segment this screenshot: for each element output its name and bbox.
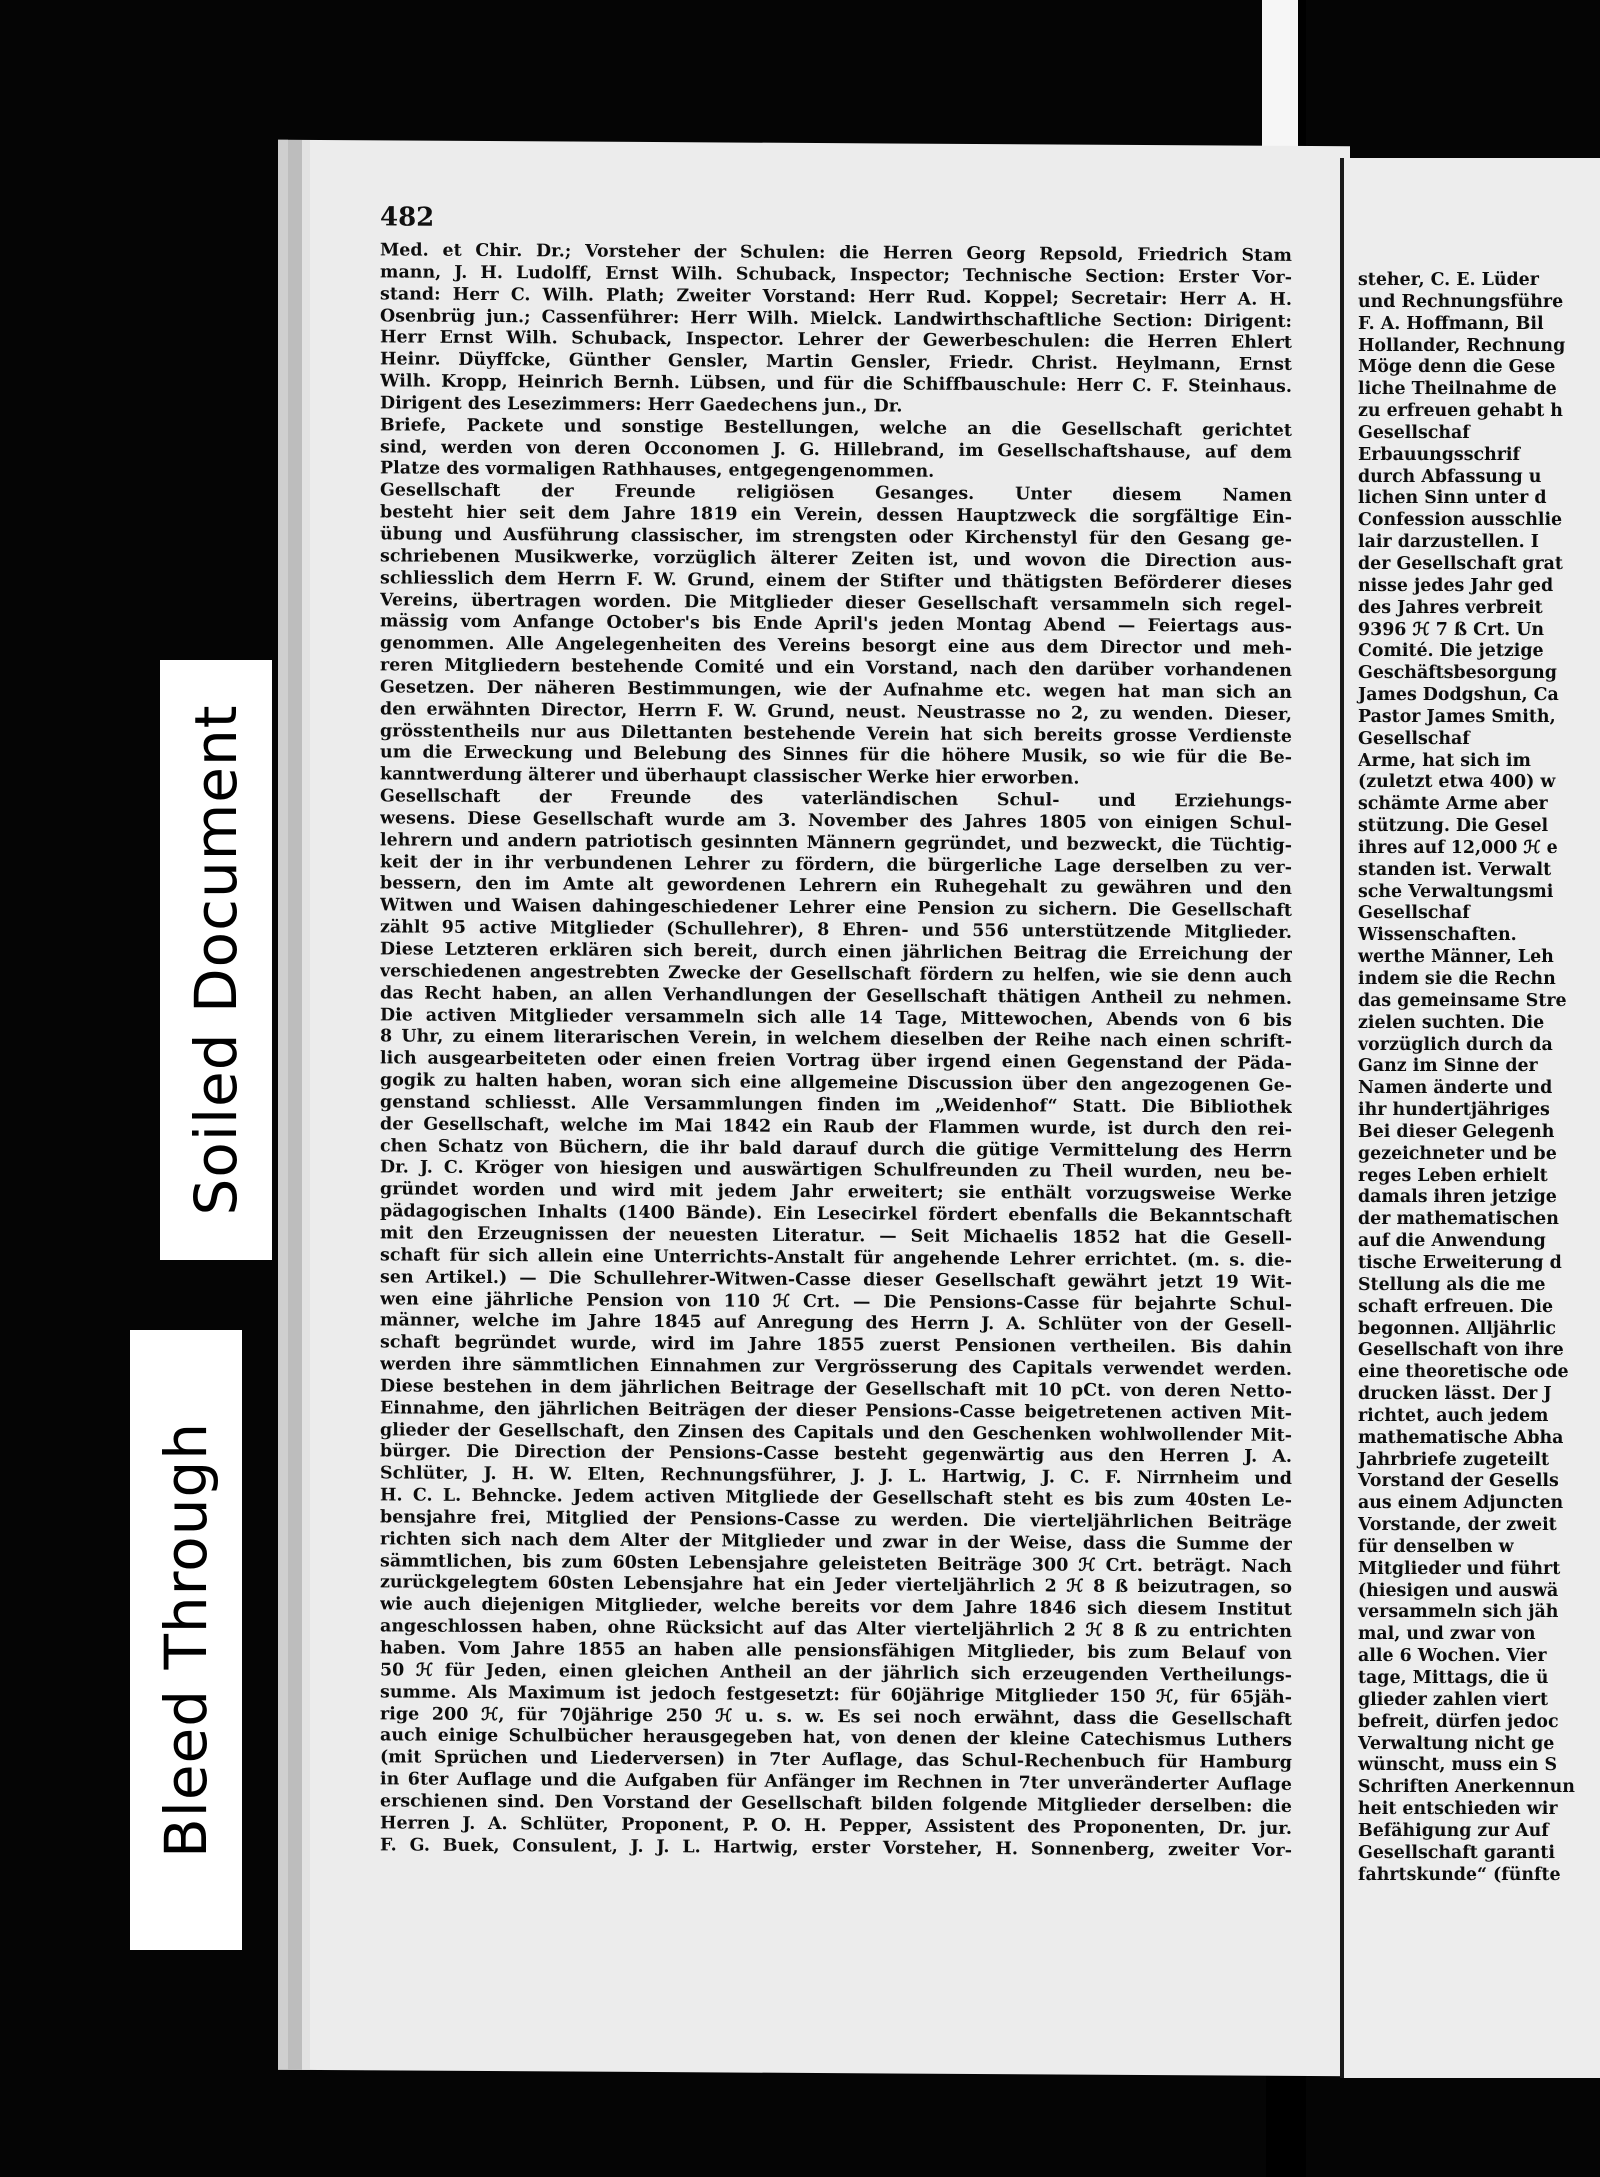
text-line: F. A. Hoffmann, Bil (1358, 313, 1544, 334)
soiled-document-label (160, 660, 272, 1260)
text-line: sämmtlichen, bis zum 60sten Lebensjahre geleisteten Beiträge 300 ℋ Crt. beträgt. Nach (380, 1550, 1292, 1577)
text-line: Pastor James Smith, (1358, 706, 1556, 727)
text-line: Platze des vormaligen Rathhauses, entgegengenommen. (380, 458, 935, 483)
text-line: Mitglieder und führt (1358, 1558, 1561, 1579)
text-line: bürger. Die Direction der Pensions-Casse besteht gegenwärtig aus den Herren J. A. (380, 1441, 1292, 1468)
text-line: zu erfreuen gehabt h (1358, 401, 1563, 422)
text-line: den erwähnten Director, Herrn F. W. Grund, neust. Neustrasse no 2, zu wenden. Dieser, (380, 699, 1292, 725)
text-line: zielen suchten. Die (1358, 1012, 1545, 1033)
text-line: genstand schliesst. Alle Versammlungen finden im „Weidenhof“ Statt. Die Bibliothek (380, 1092, 1292, 1118)
text-line: Befähigung zur Auf (1358, 1820, 1549, 1841)
text-line: drucken lässt. Der J (1358, 1384, 1552, 1405)
text-line: Schlüter, J. H. W. Elten, Rechnungsführer, J. J. L. Hartwig, J. C. F. Nirrnheim und (380, 1463, 1292, 1490)
text-line: Confession ausschlie (1358, 510, 1563, 531)
text-line: richtet, auch jedem (1358, 1405, 1549, 1426)
text-line: sen Artikel.) — Die Schullehrer-Witwen-Casse dieser Gesellschaft gewährt jetzt 19 Wit- (380, 1267, 1292, 1293)
text-line: das gemeinsame Stre (1358, 990, 1567, 1011)
text-line: Heinr. Düyffcke, Günther Gensler, Martin Gensler, Friedr. Christ. Heylmann, Ernst (380, 349, 1292, 376)
text-line: wesens. Diese Gesellschaft wurde am 3. November des Jahres 1805 von einigen Schul- (380, 808, 1292, 834)
text-line: schaft begründet wurde, wird im Jahre 1855 zuerst Pensionen vertheilen. Bis dahin (380, 1332, 1292, 1359)
text-line: zählt 95 active Mitglieder (Schullehrer), 8 Ehren- und 556 unterstützende Mitglieder. (380, 917, 1292, 944)
text-line: Ganz im Sinne der (1358, 1056, 1538, 1077)
text-line: lich ausgearbeiteten oder einen freien Vortrag über irgend einen Gegenstand der Päda- (380, 1048, 1292, 1075)
text-line: damals ihren jetzige (1358, 1187, 1557, 1208)
text-line: richten sich nach dem Alter der Mitglieder und zwar in der Weise, dass die Summe der (380, 1529, 1292, 1555)
right-page-partial (1340, 158, 1600, 2078)
text-line: versammeln sich jäh (1358, 1602, 1559, 1623)
text-line: Gesellschaft der Freunde religiösen Gesanges. Unter diesem Namen (380, 480, 1292, 507)
text-line: Gesellschaf (1358, 422, 1470, 443)
text-line: Briefe, Packete und sonstige Bestellungen, welche an die Gesellschaft gerichtet (380, 415, 1292, 441)
text-line: 9396 ℋ 7 ß Crt. Un (1358, 619, 1545, 640)
text-line: aus einem Adjuncten (1358, 1493, 1564, 1514)
text-line: tische Erweiterung d (1358, 1252, 1562, 1273)
bleed-through-label-text: Bleed Through (152, 1421, 220, 1859)
text-line: Dr. J. C. Kröger von hiesigen und auswärtigen Schulfreunden zu Theil wurden, neu be- (380, 1157, 1292, 1184)
text-line: liche Theilnahme de (1358, 379, 1557, 400)
text-line: schaft für sich allein eine Unterrichts-Anstalt für angehende Lehrer errichtet. (m. s. die- (380, 1245, 1292, 1271)
text-line: übung und Ausführung classischer, im strengsten oder Kirchenstyl für den Gesang ge- (380, 524, 1292, 550)
text-line: lehrern und andern patriotisch gesinnten Männern gegründet, und bezweckt, die Tüchtig- (380, 830, 1292, 856)
text-line: (hiesigen und auswä (1358, 1580, 1559, 1601)
text-line: werthe Männer, Leh (1358, 947, 1554, 968)
text-line: Hollander, Rechnung (1358, 335, 1566, 356)
text-line: eine theoretische ode (1358, 1362, 1569, 1383)
text-line: der mathematischen (1358, 1209, 1559, 1230)
text-line: erschienen sind. Den Vorstand der Gesellschaft bilden folgende Mitglieder derselben: die (380, 1791, 1292, 1817)
text-line: Verwaltung nicht ge (1358, 1733, 1555, 1754)
text-line: 8 Uhr, zu einem literarischen Verein, in welchem dieselben der Reihe nach einen schrift- (380, 1026, 1292, 1053)
text-line: heit entschieden wir (1358, 1799, 1558, 1820)
text-line: Arme, hat sich im (1358, 750, 1531, 771)
text-line: befreit, dürfen jedoc (1358, 1711, 1559, 1732)
text-line: mann, J. H. Ludolff, Ernst Wilh. Schuback, Inspector; Technische Section: Erster Vor- (380, 262, 1292, 288)
text-line: Gesellschaf (1358, 728, 1470, 749)
text-line: auf die Anwendung (1358, 1231, 1546, 1252)
text-line: summe. Als Maximum ist jedoch festgesetzt: für 60jährige Mitglieder 150 ℋ, für 65jäh- (380, 1682, 1292, 1708)
text-line: Gesellschaf (1358, 903, 1470, 924)
text-line: Einnahme, den jährlichen Beiträgen der dieser Pensions-Casse beigetretenen activen Mit- (380, 1398, 1292, 1424)
bleed-through-label (130, 1330, 242, 1950)
text-line: steher, C. E. Lüder (1358, 270, 1539, 290)
text-line: für denselben w (1358, 1536, 1514, 1557)
text-line: ihres auf 12,000 ℋ e (1358, 837, 1558, 858)
text-line: kanntwerdung älterer und überhaupt classischer Werke hier erworben. (380, 764, 1080, 789)
text-line: bensjahre frei, Mitglied der Pensions-Casse zu werden. Die vierteljährlichen Beiträge (380, 1507, 1292, 1533)
text-line: H. C. L. Behncke. Jedem activen Mitgliede der Gesellschaft steht es bis zum 40sten Le- (380, 1485, 1292, 1512)
text-line: gezeichneter und be (1358, 1143, 1557, 1164)
text-line: vorzüglich durch da (1358, 1034, 1553, 1055)
text-line: um die Erweckung und Belebung des Sinnes für die höhere Musik, so wie für die Be- (380, 742, 1292, 769)
text-line: Witwen und Waisen dahingeschiedener Lehrer eine Pension zu sichern. Die Gesellschaft (380, 895, 1292, 922)
text-line: sind, werden von deren Occonomen J. G. Hillebrand, im Gesellschaftshause, auf dem (380, 436, 1292, 463)
text-line: Geschäftsbesorgung (1358, 663, 1557, 684)
text-line: genommen. Alle Angelegenheiten des Vereins besorgt eine aus dem Director und meh- (380, 633, 1292, 660)
text-line: in 6ter Auflage und die Aufgaben für Anfänger im Rechnen in 7ter unveränderter Auflage (380, 1769, 1292, 1795)
text-line: sche Verwaltungsmi (1358, 881, 1554, 902)
text-line: schriebenen Musikwerke, vorzüglich älterer Zeiten ist, und wovon die Direction aus- (380, 546, 1292, 572)
text-line: Möge denn die Gese (1358, 357, 1556, 378)
soiled-document-label-text: Soiled Document (182, 704, 250, 1216)
text-line: begonnen. Alljährlic (1358, 1318, 1556, 1339)
text-line: besteht hier seit dem Jahre 1819 ein Verein, dessen Hauptzweck die sorgfältige Ein- (380, 502, 1292, 529)
text-line: fahrtskunde“ (fünfte (1358, 1864, 1561, 1885)
page-edge-highlight (1262, 0, 1298, 170)
text-line: Erbauungsschrif (1358, 444, 1521, 465)
text-line: stand: Herr C. Wilh. Plath; Zweiter Vorstand: Herr Rud. Koppel; Secretair: Herr A. H. (380, 284, 1292, 310)
text-line: mathematische Abha (1358, 1427, 1564, 1448)
text-line: Vorstande, der zweit (1358, 1515, 1557, 1536)
text-line: James Dodgshun, Ca (1358, 685, 1559, 706)
text-line: der Gesellschaft grat (1358, 553, 1563, 574)
text-line: schaft erfreuen. Die (1358, 1296, 1554, 1317)
text-line: glieder der Gesellschaft, den Zinsen des Capitals und den Geschenken wohlwollender Mit- (380, 1419, 1292, 1446)
text-line: Diese Letzteren erklären sich bereit, durch einen jährlichen Beitrag die Erreichung der (380, 939, 1292, 965)
text-line: (zuletzt etwa 400) w (1358, 772, 1556, 793)
text-line: keit der in ihr verbundenen Lehrer zu fördern, die bürgerliche Lage derselben zu ver- (380, 851, 1292, 878)
text-line: standen ist. Verwalt (1358, 859, 1552, 880)
text-line: reren Mitgliedern bestehende Comité und ein Vorstand, nach den darüber vorhandenen (380, 655, 1292, 681)
text-line: bessern, den im Amte alt gewordenen Lehrern ein Ruhegehalt zu gewähren und den (380, 873, 1292, 900)
text-line: Osenbrüg jun.; Cassenführer: Herr Wilh. Mielck. Landwirthschaftliche Section: Dirigent: (380, 305, 1292, 332)
text-line: Gesetzen. Der näheren Bestimmungen, wie der Aufnahme etc. wegen hat man sich an (380, 677, 1292, 703)
text-line: gogik zu halten haben, woran sich eine allgemeine Discussion über den angezogenen Ge- (380, 1070, 1292, 1096)
page-number: 482 (380, 202, 435, 233)
text-line: mässig vom Anfange October's bis Ende April's jeden Montag Abend — Feiertags aus- (380, 611, 1292, 638)
text-line: auch einige Schulbücher herausgegeben hat, von denen der kleine Catechismus Luthers (380, 1725, 1292, 1752)
text-line: des Jahres verbreit (1358, 597, 1543, 618)
text-line: lair darzustellen. I (1358, 532, 1539, 553)
text-line: Schriften Anerkennun (1358, 1777, 1575, 1798)
text-line: Wissenschaften. (1358, 925, 1517, 946)
text-line: Die activen Mitglieder versammeln sich alle 14 Tage, Mittewochen, Abends von 6 bis (380, 1004, 1292, 1031)
text-line: schämte Arme aber (1358, 794, 1548, 815)
text-line: Jahrbriefe zugeteilt (1358, 1449, 1549, 1470)
text-line: mal, und zwar von (1358, 1624, 1536, 1645)
text-line: wen eine jährliche Pension von 110 ℋ Crt. — Die Pensions-Casse für bejahrte Schul- (380, 1288, 1292, 1315)
text-line: wünscht, muss ein S (1358, 1755, 1558, 1776)
text-line: der Gesellschaft, welche im Mai 1842 ein Raub der Flammen wurde, ist durch den rei- (380, 1114, 1292, 1140)
text-line: stützung. Die Gesel (1358, 816, 1549, 837)
text-line: glieder zahlen viert (1358, 1689, 1549, 1710)
text-line: wie auch diejenigen Mitglieder, welche bereits vor dem Jahre 1846 sich diesem Institut (380, 1594, 1292, 1621)
text-line: alle 6 Wochen. Vier (1358, 1646, 1547, 1667)
text-line: Wilh. Kropp, Heinrich Bernh. Lübsen, und für die Schiffbauschule: Herr C. F. Steinhaus. (380, 371, 1292, 397)
text-line: Gesellschaft garanti (1358, 1842, 1555, 1863)
text-line: schliesslich dem Herrn F. W. Grund, einem der Stifter und thätigsten Beförderer dieses (380, 568, 1292, 594)
text-line: zurückgelegtem 60sten Lebensjahre hat ein Jeder vierteljährlich 2 ℋ 8 ß beizutragen, so (380, 1572, 1292, 1599)
left-page (278, 140, 1350, 2077)
text-line: durch Abfassung u (1358, 466, 1542, 487)
text-line: Namen änderte und (1358, 1078, 1553, 1099)
text-line: Vorstand der Gesells (1358, 1471, 1559, 1492)
body-text-column (380, 240, 1292, 1862)
text-line: angeschlossen haben, ohne Rücksicht auf das Alter vierteljährlich 2 ℋ 8 ß zu entrichten (380, 1616, 1292, 1643)
text-line: Dirigent des Lesezimmers: Herr Gaedechens jun., Dr. (380, 393, 903, 417)
text-line: rige 200 ℋ, für 70jährige 250 ℋ u. s. w. Es sei noch erwähnt, dass die Gesellschaft (380, 1703, 1292, 1730)
text-line: werden ihre sämmtlichen Einnahmen zur Vergrösserung des Capitals verwendet werden. (380, 1354, 1292, 1380)
text-line: (mit Sprüchen und Liederversen) in 7ter Auflage, das Schul-Rechenbuch für Hamburg (380, 1747, 1292, 1774)
text-line: F. G. Buek, Consulent, J. J. L. Hartwig, erster Vorsteher, H. Sonnenberg, zweiter Vor- (380, 1834, 1292, 1861)
text-line: reges Leben erhielt (1358, 1165, 1548, 1186)
text-line: Stellung als die me (1358, 1274, 1546, 1295)
text-line: Vereins, übertragen worden. Die Mitglieder dieser Gesellschaft versammeln sich regel- (380, 589, 1292, 616)
text-line: Med. et Chir. Dr.; Vorsteher der Schulen: die Herren Georg Repsold, Friedrich Stam (380, 240, 1292, 266)
text-line: lichen Sinn unter d (1358, 488, 1547, 509)
text-line: Bei dieser Gelegenh (1358, 1121, 1555, 1142)
text-line: pädagogischen Inhalts (1400 Bände). Ein Lesecirkel fördert ebenfalls die Bekanntschaft (380, 1201, 1292, 1228)
text-line: chen Schatz von Büchern, die ihr bald darauf durch die gütige Vermittelung des Herrn (380, 1135, 1292, 1162)
text-line: verschiedenen angestrebten Zwecke der Gesellschaft fördern zu helfen, wie sie denn auch (380, 961, 1292, 987)
text-line: tage, Mittags, die ü (1358, 1668, 1549, 1688)
text-line: Diese bestehen in dem jährlichen Beitrage der Gesellschaft mit 10 pCt. von deren Netto- (380, 1376, 1292, 1402)
text-line: 50 ℋ für Jeden, einen gleichen Antheil an der jährlich sich erzeugenden Vertheilungs- (380, 1660, 1292, 1686)
text-line: das Recht haben, an allen Verhandlungen der Gesellschaft thätigen Antheil zu nehmen. (380, 983, 1292, 1009)
text-line: grösstentheils nur aus Dilettanten bestehende Verein hat sich bereits grosse Verdienste (380, 720, 1292, 747)
text-line: Gesellschaft der Freunde des vaterländischen Schul- und Erziehungs- (380, 786, 1292, 813)
text-line: gründet worden und wird mit jedem Jahr erweitert; sie enthält vorzugsweise Werke (380, 1179, 1292, 1206)
text-line: indem sie die Rechn (1358, 969, 1556, 989)
text-line: haben. Vom Jahre 1855 an haben alle pensionsfähigen Mitglieder, bis zum Belauf von (380, 1638, 1292, 1664)
text-line: Gesellschaft von ihre (1358, 1340, 1564, 1361)
text-line: ihr hundertjähriges (1358, 1100, 1550, 1121)
text-line: männer, welche im Jahre 1845 auf Anregung des Herrn J. A. Schlüter von der Gesell- (380, 1310, 1292, 1337)
text-line: Comité. Die jetzige (1358, 641, 1544, 662)
text-line: mit den Erzeugnissen der neuesten Literatur. — Seit Michaelis 1852 hat die Gesell- (380, 1223, 1292, 1249)
text-line: und Rechnungsführe (1358, 291, 1564, 312)
text-line: Herren J. A. Schlüter, Proponent, P. O. H. Pepper, Assistent des Proponenten, Dr. jur. (380, 1813, 1292, 1839)
right-text-column (1358, 270, 1600, 1886)
text-line: Herr Ernst Wilh. Schuback, Inspector. Lehrer der Gewerbeschulen: die Herren Ehlert (380, 327, 1292, 354)
text-line: nisse jedes Jahr ged (1358, 575, 1554, 596)
